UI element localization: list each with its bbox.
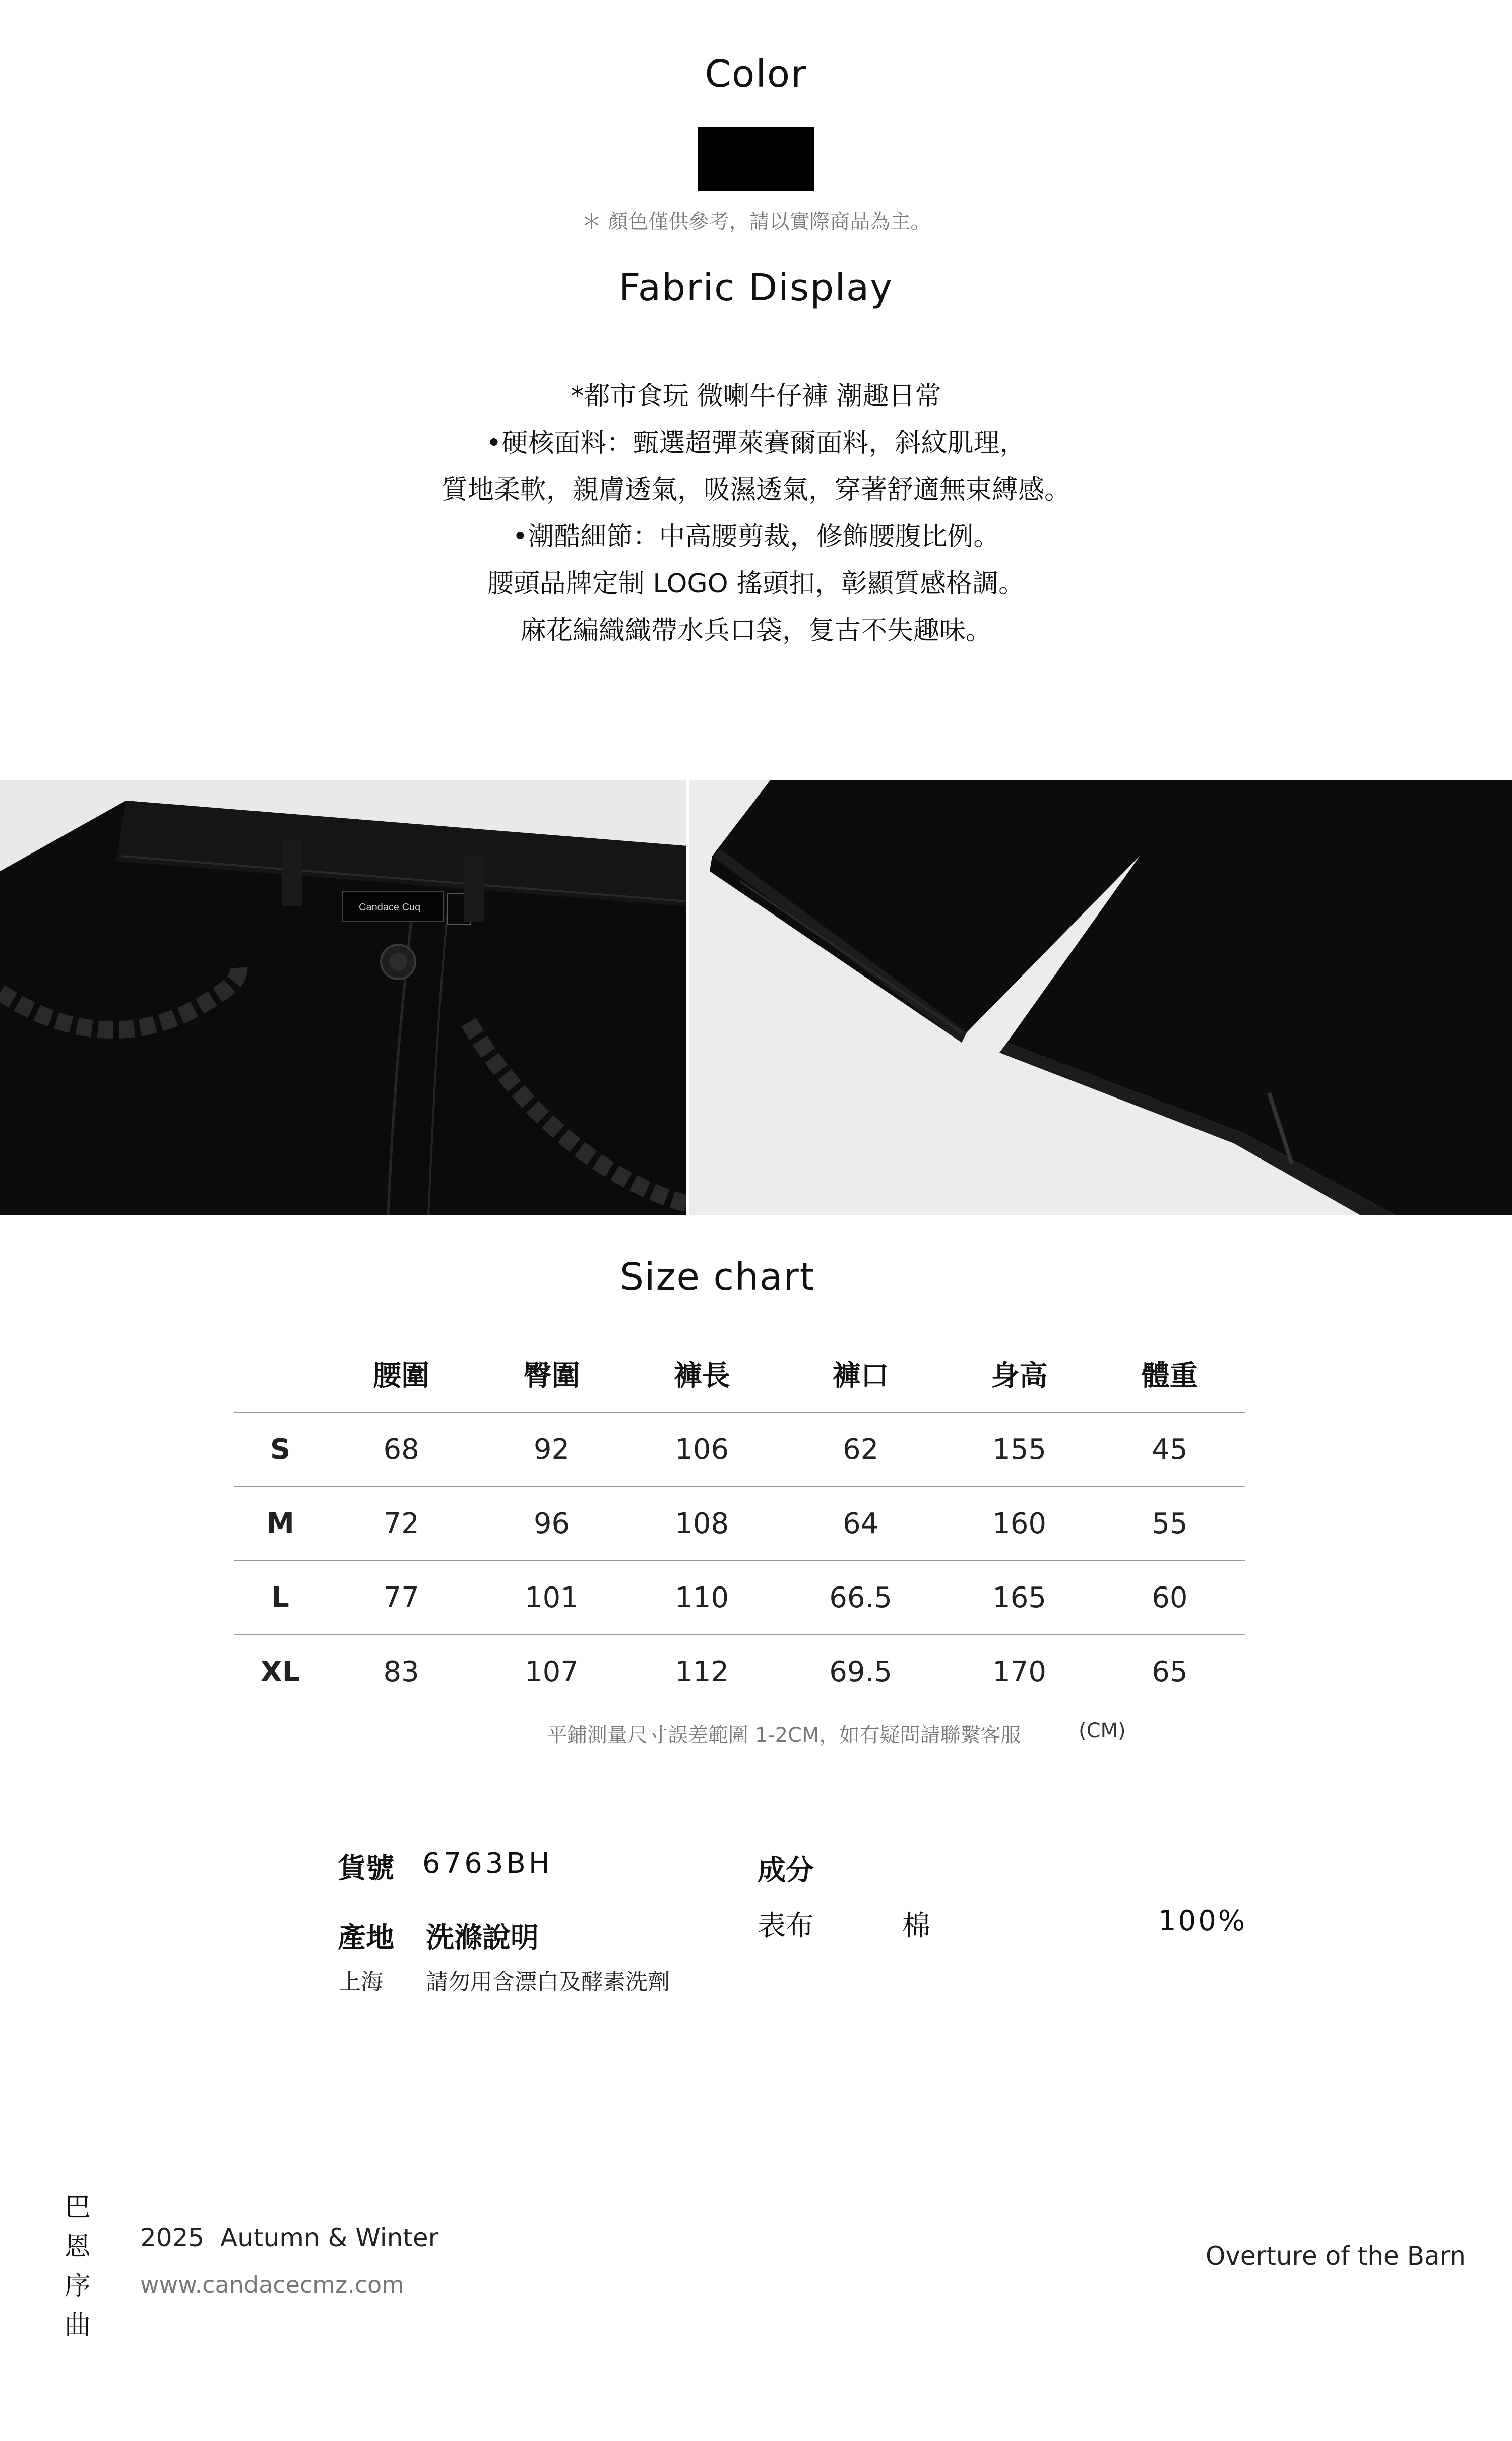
care-value: 請勿用含漂白及酵素洗劑	[426, 1969, 670, 1995]
table-cell: 96	[476, 1487, 626, 1561]
size-label: S	[234, 1413, 326, 1487]
fabric-line: •硬核面料：甄選超彈萊賽爾面料，斜紋肌理，	[486, 428, 1026, 458]
size-chart-title: Size chart	[620, 1255, 815, 1299]
table-cell: 64	[777, 1487, 944, 1561]
composition-percent: 100%	[1158, 1905, 1247, 1937]
table-cell: 83	[383, 1655, 419, 1688]
table-cell: 45	[1095, 1413, 1245, 1487]
composition-material: 棉	[902, 1910, 930, 1942]
table-cell: 106	[627, 1413, 777, 1487]
brand-char: 曲	[64, 2310, 91, 2341]
column-header: 褲長	[627, 1336, 777, 1413]
table-cell: 68	[326, 1413, 476, 1487]
column-header: 體重	[1095, 1336, 1245, 1413]
waist-detail-photo	[0, 780, 686, 1215]
fabric-line: 質地柔軟，親膚透氣，吸濕透氣，穿著舒適無束縛感。	[441, 475, 1070, 505]
care-label: 洗滌說明	[426, 1922, 539, 1955]
table-cell: 170	[992, 1655, 1046, 1688]
color-title: Color	[705, 52, 807, 96]
table-cell: 66.5	[777, 1561, 944, 1635]
composition-label: 成分	[758, 1854, 814, 1887]
brand-char: 恩	[64, 2232, 91, 2262]
table-cell: 60	[1095, 1561, 1245, 1635]
table-cell: 55	[1095, 1487, 1245, 1561]
size-chart-header-row	[234, 1336, 1245, 1413]
size-header-blank	[234, 1336, 326, 1413]
fabric-line: 麻花編織織帶水兵口袋，复古不失趣味。	[520, 616, 992, 646]
table-cell: 108	[627, 1487, 777, 1561]
size-chart-unit: (CM)	[1079, 1719, 1126, 1742]
table-row	[234, 1487, 1245, 1561]
table-cell: 77	[326, 1561, 476, 1635]
collection-name: Overture of the Barn	[1205, 2241, 1466, 2271]
column-header: 臀圍	[476, 1336, 626, 1413]
table-cell: 160	[944, 1487, 1094, 1561]
season-text: 2025 Autumn & Winter	[140, 2223, 439, 2252]
table-cell: 62	[777, 1413, 944, 1487]
table-cell: 92	[476, 1413, 626, 1487]
table-cell: 101	[476, 1561, 626, 1635]
color-note: ＊ 顏色僅供參考，請以實際商品為主。	[581, 210, 931, 233]
color-swatch	[698, 127, 814, 191]
size-label: L	[234, 1561, 326, 1635]
size-chart-note: 平鋪測量尺寸誤差範圍 1-2CM，如有疑問請聯繫客服	[547, 1724, 1021, 1747]
fabric-line: 腰頭品牌定制 LOGO 搖頭扣，彰顯質感格調。	[487, 569, 1025, 599]
table-row	[234, 1635, 1245, 1708]
size-label: XL	[260, 1655, 300, 1688]
origin-label: 產地	[338, 1922, 394, 1955]
fabric-line: •潮酷細節：中高腰剪裁，修飾腰腹比例。	[512, 522, 1000, 552]
fabric-line: *都市食玩 微喇牛仔褲 潮趣日常	[571, 381, 941, 411]
brand-char: 序	[64, 2271, 91, 2301]
item-no-value: 6763BH	[422, 1847, 553, 1880]
column-header: 腰圍	[326, 1336, 476, 1413]
composition-part: 表布	[758, 1910, 814, 1942]
origin-value: 上海	[339, 1969, 383, 1995]
table-cell: 155	[944, 1413, 1094, 1487]
table-row	[234, 1561, 1245, 1635]
brand-label-text: Candace Cuq	[359, 902, 421, 913]
table-cell: 72	[326, 1487, 476, 1561]
column-header: 身高	[944, 1336, 1094, 1413]
brand-char: 巴	[64, 2192, 91, 2223]
item-no-label: 貨號	[338, 1852, 394, 1885]
column-header: 褲口	[777, 1336, 944, 1413]
table-cell: 69.5	[829, 1655, 892, 1688]
table-cell: 165	[944, 1561, 1094, 1635]
size-label: M	[234, 1487, 326, 1561]
size-chart-table	[234, 1336, 1245, 1708]
hem-detail-photo	[689, 780, 1512, 1215]
website-link[interactable]: www.candacecmz.com	[140, 2271, 404, 2298]
table-row	[234, 1413, 1245, 1487]
vertical-brand-name	[62, 2188, 93, 2345]
fabric-description	[0, 373, 1512, 654]
table-cell: 65	[1152, 1655, 1188, 1688]
table-cell: 112	[675, 1655, 729, 1688]
table-cell: 110	[627, 1561, 777, 1635]
fabric-title: Fabric Display	[618, 266, 894, 310]
table-cell: 107	[525, 1655, 579, 1688]
